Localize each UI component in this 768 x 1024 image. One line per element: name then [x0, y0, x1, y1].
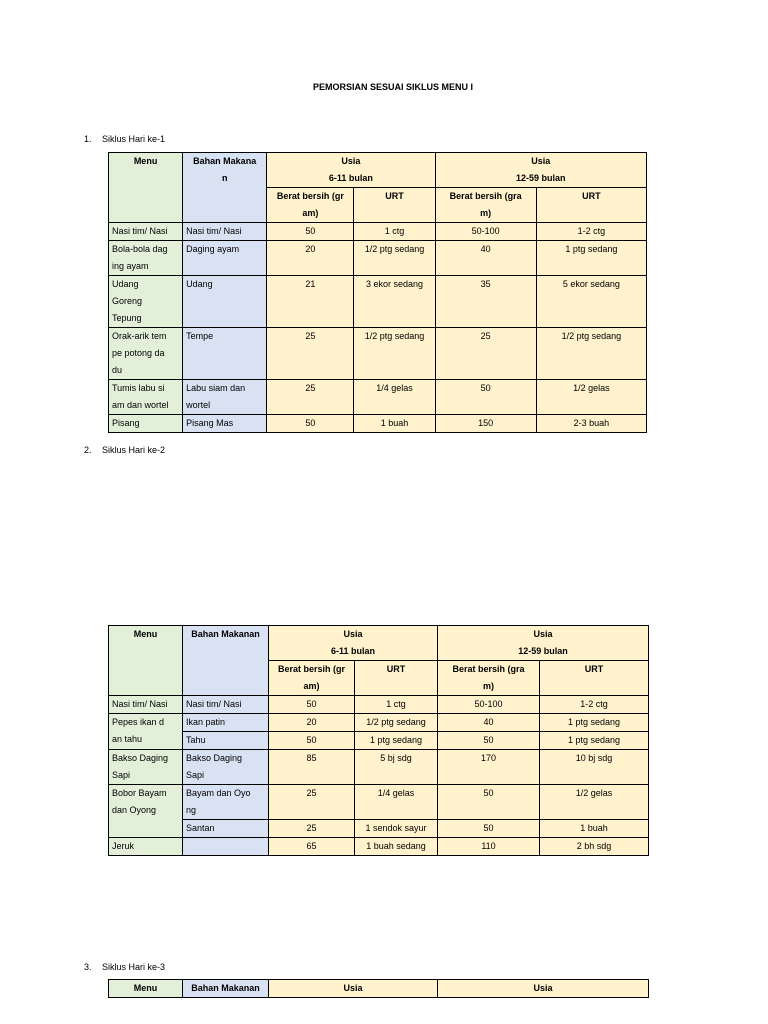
berat-cell: 50-100: [438, 696, 540, 714]
header-age-range: 12-59 bulan: [516, 173, 566, 183]
menu-cell: [109, 241, 183, 276]
bahan-cell: Pisang Mas: [183, 415, 267, 433]
menu-cell: Nasi tim/ Nasi: [109, 696, 183, 714]
bahan-cell: [183, 380, 267, 415]
header-bahan: [183, 153, 267, 223]
urt-cell: 1 buah sedang: [355, 838, 438, 856]
table-row: [109, 223, 647, 241]
berat-cell: 50: [267, 223, 354, 241]
header-bahan: Bahan Makanan: [183, 626, 269, 696]
menu-line: Goreng: [112, 296, 143, 306]
table-row: [109, 241, 647, 276]
berat-cell: 150: [435, 415, 536, 433]
table-row: [109, 696, 649, 714]
header-berat-12-59: [438, 661, 540, 696]
berat-cell: 50: [269, 732, 355, 750]
header-berat-6-11: [267, 188, 354, 223]
table-row: [109, 838, 649, 856]
menu-line: am dan wortel: [112, 400, 169, 410]
urt-cell: 1 buah: [540, 820, 649, 838]
bahan-cell: Nasi tim/ Nasi: [183, 223, 267, 241]
section-label: Siklus Hari ke-3: [102, 962, 166, 972]
bahan-line: Bakso Daging: [186, 753, 243, 763]
menu-cell: Jeruk: [109, 838, 183, 856]
menu-line: Tepung: [112, 313, 142, 323]
section-number: 2.: [84, 445, 92, 455]
urt-cell: 2-3 buah: [536, 415, 646, 433]
berat-cell: 50: [438, 732, 540, 750]
header-usia: Usia: [343, 629, 363, 639]
table-row: [109, 785, 649, 820]
header-berat-line: am): [302, 208, 319, 218]
berat-cell: 25: [267, 328, 354, 380]
bahan-cell: Ikan patin: [183, 714, 269, 732]
table-row: [109, 276, 647, 328]
menu-cell: Nasi tim/ Nasi: [109, 223, 183, 241]
header-berat-line: m): [483, 681, 495, 691]
portion-table-day-3: [108, 979, 649, 998]
berat-cell: 35: [435, 276, 536, 328]
urt-cell: 1/2 ptg sedang: [354, 241, 435, 276]
section-number: 3.: [84, 962, 92, 972]
menu-cell: [109, 276, 183, 328]
urt-cell: 1/4 gelas: [354, 380, 435, 415]
header-bahan-line: Bahan Makana: [193, 156, 257, 166]
menu-cell: [109, 328, 183, 380]
table-row: [109, 415, 647, 433]
bahan-cell: Tempe: [183, 328, 267, 380]
urt-cell: 1-2 ctg: [540, 696, 649, 714]
berat-cell: 50: [438, 785, 540, 820]
menu-line: Sapi: [112, 770, 131, 780]
menu-line: dan Oyong: [112, 805, 157, 815]
header-menu: Menu: [109, 626, 183, 696]
bahan-cell: Tahu: [183, 732, 269, 750]
berat-cell: 25: [269, 785, 355, 820]
berat-cell: 65: [269, 838, 355, 856]
menu-cell: Pisang: [109, 415, 183, 433]
menu-line: ing ayam: [112, 261, 149, 271]
header-berat-6-11: [269, 661, 355, 696]
header-bahan-line: n: [221, 173, 228, 183]
header-menu: Menu: [109, 980, 183, 998]
bahan-cell: [183, 785, 269, 820]
berat-cell: 85: [269, 750, 355, 785]
header-berat-line: Berat bersih (gr: [277, 664, 346, 674]
section-heading-2: [84, 445, 165, 455]
menu-cell: [109, 785, 183, 838]
table-row: [109, 750, 649, 785]
header-usia-6-11: [269, 626, 438, 661]
page-title: PEMORSIAN SESUAI SIKLUS MENU I: [312, 82, 474, 92]
table-row: [109, 732, 649, 750]
section-heading-1: [84, 134, 165, 144]
berat-cell: 25: [435, 328, 536, 380]
menu-line: Udang: [112, 279, 139, 289]
header-berat-line: am): [303, 681, 320, 691]
menu-line: Bakso Daging: [112, 753, 169, 763]
section-number: 1.: [84, 134, 92, 144]
header-menu: Menu: [109, 153, 183, 223]
bahan-cell: [183, 838, 269, 856]
header-berat-line: m): [480, 208, 492, 218]
table-row: [109, 380, 647, 415]
berat-cell: 20: [267, 241, 354, 276]
header-urt-12-59: URT: [536, 188, 646, 223]
header-usia-12-59: [435, 153, 646, 188]
table-row: [109, 714, 649, 732]
berat-cell: 110: [438, 838, 540, 856]
header-berat-line: Berat bersih (gr: [276, 191, 344, 201]
bahan-cell: Nasi tim/ Nasi: [183, 696, 269, 714]
menu-line: Bola-bola dag: [112, 244, 168, 254]
menu-cell: [109, 750, 183, 785]
urt-cell: 1 ptg sedang: [540, 714, 649, 732]
bahan-line: Labu siam dan: [186, 383, 246, 393]
section-label: Siklus Hari ke-1: [102, 134, 166, 144]
header-usia-6-11: [267, 153, 435, 188]
urt-cell: 1 ptg sedang: [536, 241, 646, 276]
header-urt-6-11: URT: [355, 661, 438, 696]
menu-line: Tumis labu si: [112, 383, 165, 393]
bahan-line: wortel: [186, 400, 211, 410]
urt-cell: 5 ekor sedang: [536, 276, 646, 328]
bahan-cell: Santan: [183, 820, 269, 838]
urt-cell: 1/2 gelas: [536, 380, 646, 415]
bahan-cell: Udang: [183, 276, 267, 328]
urt-cell: 1/4 gelas: [355, 785, 438, 820]
header-urt-6-11: URT: [354, 188, 435, 223]
header-urt-12-59: URT: [540, 661, 649, 696]
portion-table-day-1: [108, 152, 647, 433]
menu-cell: [109, 380, 183, 415]
urt-cell: 3 ekor sedang: [354, 276, 435, 328]
urt-cell: 10 bj sdg: [540, 750, 649, 785]
table-row: [109, 328, 647, 380]
bahan-line: Sapi: [186, 770, 205, 780]
berat-cell: 50: [435, 380, 536, 415]
urt-cell: 1/2 ptg sedang: [354, 328, 435, 380]
header-usia: Usia: [341, 156, 361, 166]
header-berat-12-59: [435, 188, 536, 223]
header-age-range: 6-11 bulan: [328, 173, 373, 183]
menu-line: Pepes ikan d: [112, 717, 165, 727]
berat-cell: 25: [267, 380, 354, 415]
urt-cell: 1 buah: [354, 415, 435, 433]
urt-cell: 1 ptg sedang: [540, 732, 649, 750]
header-age-range: 12-59 bulan: [518, 646, 568, 656]
bahan-cell: [183, 750, 269, 785]
berat-cell: 50: [269, 696, 355, 714]
menu-line: an tahu: [112, 734, 143, 744]
urt-cell: 1 ctg: [354, 223, 435, 241]
urt-cell: 1/2 gelas: [540, 785, 649, 820]
urt-cell: 5 bj sdg: [355, 750, 438, 785]
header-usia-6-11: Usia: [269, 980, 438, 998]
berat-cell: 50-100: [435, 223, 536, 241]
section-heading-3: [84, 962, 165, 972]
menu-cell: [109, 714, 183, 750]
berat-cell: 50: [267, 415, 354, 433]
portion-table-day-2: [108, 625, 649, 856]
berat-cell: 40: [438, 714, 540, 732]
urt-cell: 2 bh sdg: [540, 838, 649, 856]
header-bahan: Bahan Makanan: [183, 980, 269, 998]
berat-cell: 21: [267, 276, 354, 328]
header-usia-12-59: [438, 626, 649, 661]
urt-cell: 1 ctg: [355, 696, 438, 714]
berat-cell: 40: [435, 241, 536, 276]
header-berat-line: Berat bersih (gra: [449, 191, 522, 201]
berat-cell: 170: [438, 750, 540, 785]
header-usia: Usia: [533, 629, 553, 639]
menu-line: Bobor Bayam: [112, 788, 167, 798]
menu-line: du: [112, 365, 123, 375]
menu-line: Orak-arik tem: [112, 331, 167, 341]
header-usia: Usia: [531, 156, 551, 166]
berat-cell: 20: [269, 714, 355, 732]
table-row: [109, 820, 649, 838]
section-label: Siklus Hari ke-2: [102, 445, 166, 455]
header-age-range: 6-11 bulan: [331, 646, 376, 656]
menu-line: pe potong da: [112, 348, 165, 358]
urt-cell: 1/2 ptg sedang: [536, 328, 646, 380]
bahan-line: Bayam dan Oyo: [186, 788, 251, 798]
berat-cell: 25: [269, 820, 355, 838]
header-berat-line: Berat bersih (gra: [452, 664, 525, 674]
urt-cell: 1 ptg sedang: [355, 732, 438, 750]
header-usia-12-59: Usia: [438, 980, 649, 998]
bahan-line: ng: [186, 805, 197, 815]
urt-cell: 1-2 ctg: [536, 223, 646, 241]
berat-cell: 50: [438, 820, 540, 838]
bahan-cell: Daging ayam: [183, 241, 267, 276]
urt-cell: 1 sendok sayur: [355, 820, 438, 838]
urt-cell: 1/2 ptg sedang: [355, 714, 438, 732]
